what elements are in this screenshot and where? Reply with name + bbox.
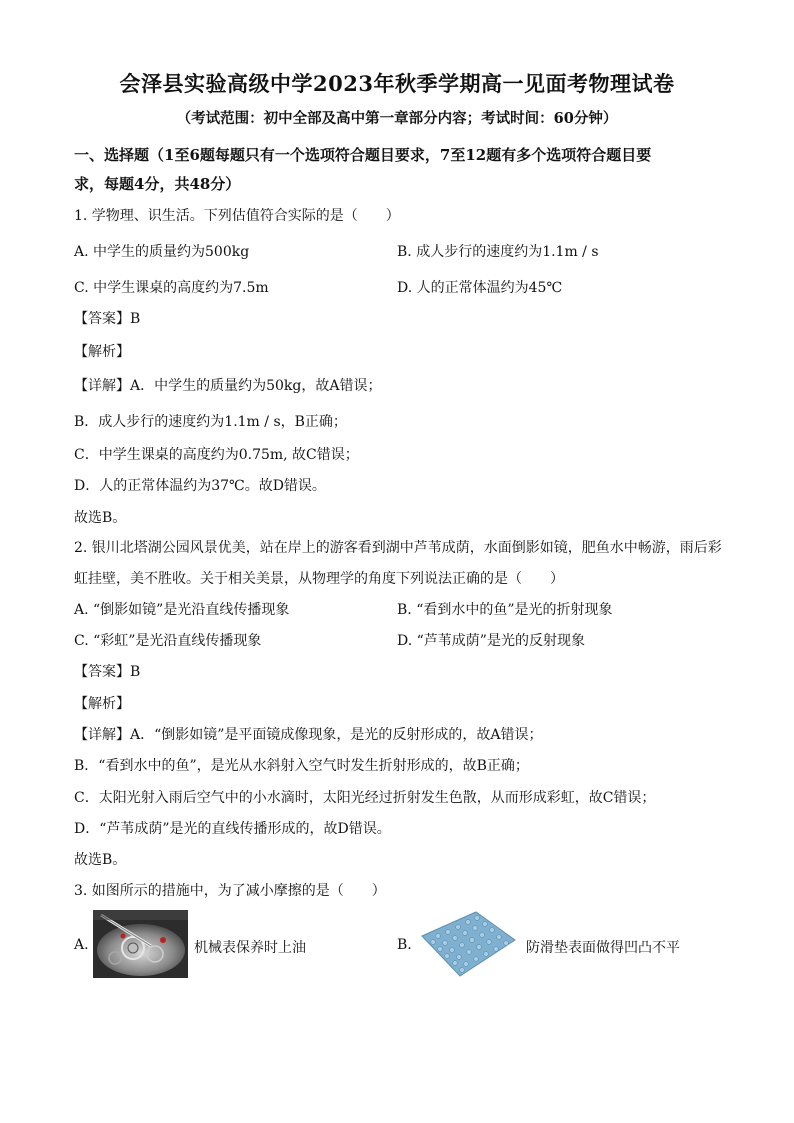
q2-conclusion: 故选B。: [74, 852, 127, 868]
q1-option-b: B. 成人步行的速度约为1.1m / s: [397, 244, 599, 260]
watch-oiling-image: [93, 910, 188, 978]
q2-stem-line2: 虹挂壁，美不胜收。关于相关美景，从物理学的角度下列说法正确的是（ ）: [74, 571, 564, 587]
q2-option-c: C. “彩虹”是光沿直线传播现象: [74, 633, 262, 649]
q2-stem-line1: 2. 银川北塔湖公园风景优美，站在岸上的游客看到湖中芦苇成荫，水面倒影如镜，肥鱼水中畅游，雨后彩: [74, 540, 722, 556]
section-heading-line1: 一、选择题（1至6题每题只有一个选项符合题目要求，7至12题有多个选项符合题目要: [74, 146, 652, 164]
q1-detail-c: C．中学生课桌的高度约为0.75m, 故C错误；: [74, 447, 359, 463]
q3-option-b-text: 防滑垫表面做得凹凸不平: [526, 940, 680, 956]
q2-detail-c: C．太阳光射入雨后空气中的小水滴时，太阳光经过折射发生色散，从而形成彩虹，故C错误；: [74, 790, 656, 806]
q3-option-a-text: 机械表保养时上油: [194, 940, 306, 956]
q3-option-a-label: A.: [74, 937, 89, 953]
q2-detail-d: D．“芦苇成荫”是光的直线传播形成的，故D错误。: [74, 821, 391, 837]
q2-option-b: B. “看到水中的鱼”是光的折射现象: [397, 602, 613, 618]
page-title: 会泽县实验高级中学2023年秋季学期高一见面考物理试卷: [119, 71, 675, 96]
q1-detail-a: 【详解】A．中学生的质量约为50kg，故A错误；: [74, 378, 382, 394]
q2-option-d: D. “芦苇成荫”是光的反射现象: [397, 633, 585, 649]
q1-analysis-label: 【解析】: [74, 344, 130, 360]
q2-detail-a: 【详解】A．“倒影如镜”是平面镜成像现象，是光的反射形成的，故A错误；: [74, 727, 543, 743]
q1-stem: 1. 学物理、识生活。下列估值符合实际的是（ ）: [74, 208, 400, 224]
q1-option-c: C. 中学生课桌的高度约为7.5m: [74, 280, 269, 296]
q1-conclusion: 故选B。: [74, 510, 127, 526]
q1-detail-d: D．人的正常体温约为37℃。故D错误。: [74, 478, 326, 494]
q1-answer: 【答案】B: [74, 311, 141, 327]
q1-detail-b: B．成人步行的速度约为1.1m / s，B正确；: [74, 414, 347, 430]
section-heading-line2: 求，每题4分，共48分）: [74, 175, 241, 193]
q2-option-a: A. “倒影如镜”是光沿直线传播现象: [74, 602, 290, 618]
q2-analysis-label: 【解析】: [74, 696, 130, 712]
anti-slip-mat-image: [418, 910, 518, 978]
q2-answer: 【答案】B: [74, 664, 141, 680]
q2-detail-b: B．“看到水中的鱼”，是光从水斜射入空气时发生折射形成的，故B正确；: [74, 758, 529, 774]
q1-option-d: D. 人的正常体温约为45℃: [397, 280, 563, 296]
q3-option-b-label: B.: [397, 937, 412, 953]
q3-stem: 3. 如图所示的措施中，为了减小摩擦的是（ ）: [74, 883, 386, 899]
exam-scope: （考试范围：初中全部及高中第一章部分内容；考试时间：60分钟）: [176, 110, 618, 127]
q1-option-a: A. 中学生的质量约为500kg: [74, 244, 250, 260]
